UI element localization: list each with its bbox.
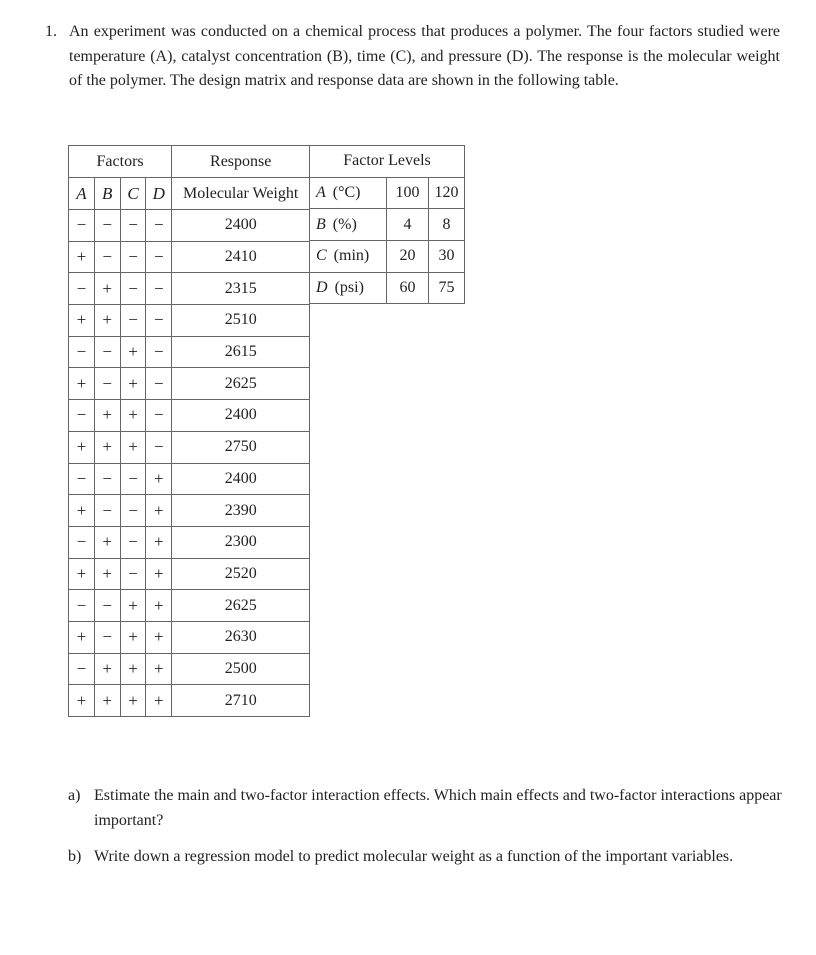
factor-sign-cell: +	[120, 621, 146, 653]
design-row	[69, 431, 310, 463]
factor-sign-cell: −	[94, 210, 120, 242]
response-cell: 2410	[172, 241, 310, 273]
design-row	[69, 653, 310, 685]
design-matrix-table	[68, 145, 310, 717]
factors-header: Factors	[69, 146, 172, 178]
factor-level-row	[310, 209, 465, 241]
factor-sign-cell: +	[69, 685, 95, 717]
response-cell: 2630	[172, 621, 310, 653]
factor-sign-cell: +	[146, 495, 172, 527]
factor-sign-cell: +	[94, 431, 120, 463]
factor-sign-cell: +	[69, 558, 95, 590]
response-cell: 2315	[172, 273, 310, 305]
factor-sign-cell: −	[146, 336, 172, 368]
design-row	[69, 210, 310, 242]
factor-sign-cell: −	[69, 400, 95, 432]
response-cell: 2500	[172, 653, 310, 685]
response-cell: 2625	[172, 368, 310, 400]
response-cell: 2625	[172, 590, 310, 622]
factor-sign-cell: +	[146, 526, 172, 558]
factor-sign-cell: −	[94, 241, 120, 273]
factor-sign-cell: +	[69, 305, 95, 337]
factor-sign-cell: +	[94, 305, 120, 337]
factor-sign-cell: −	[120, 241, 146, 273]
factor-levels-title: Factor Levels	[310, 146, 465, 178]
factor-sign-cell: −	[146, 210, 172, 242]
factor-sign-cell: −	[120, 463, 146, 495]
factor-sign-cell: −	[146, 400, 172, 432]
factor-sign-cell: −	[120, 273, 146, 305]
part-b-label: b)	[68, 848, 82, 865]
factor-level-row	[310, 241, 465, 273]
factor-col-c: C	[120, 178, 146, 210]
design-row	[69, 273, 310, 305]
factor-sign-cell: +	[69, 368, 95, 400]
problem-number: 1.	[45, 23, 57, 40]
factor-sign-cell: −	[94, 590, 120, 622]
part-a	[68, 784, 783, 833]
question-parts	[68, 784, 783, 882]
factor-level-name: A (°C)	[310, 177, 387, 209]
design-row	[69, 590, 310, 622]
part-a-text: Estimate the main and two-factor interaction effects. Which main effects and two-factor interactions appear important?	[94, 787, 782, 829]
part-b	[68, 845, 783, 870]
factor-sign-cell: −	[120, 210, 146, 242]
factor-level-row	[310, 272, 465, 304]
factor-sign-cell: +	[69, 241, 95, 273]
factor-levels-table	[309, 145, 465, 304]
factor-sign-cell: +	[120, 400, 146, 432]
design-row	[69, 526, 310, 558]
factor-sign-cell: −	[69, 463, 95, 495]
response-cell: 2615	[172, 336, 310, 368]
factor-sign-cell: −	[69, 273, 95, 305]
factor-sign-cell: +	[69, 431, 95, 463]
response-cell: 2710	[172, 685, 310, 717]
problem-text: An experiment was conducted on a chemical process that produces a polymer. The four factors studied were temperature (A), catalyst concentration (B), time (C), and pressure (D). The response is the molecular weight of the polymer. The design matrix and response data are shown in the following table.	[69, 23, 780, 89]
factor-sign-cell: +	[146, 558, 172, 590]
response-header: Response	[172, 146, 310, 178]
factor-sign-cell: +	[146, 685, 172, 717]
factor-sign-cell: −	[146, 431, 172, 463]
factor-level-name: C (min)	[310, 241, 387, 273]
design-row	[69, 495, 310, 527]
factor-level-high: 120	[429, 177, 465, 209]
factor-level-row	[310, 177, 465, 209]
factor-sign-cell: −	[69, 526, 95, 558]
response-cell: 2400	[172, 463, 310, 495]
part-a-label: a)	[68, 787, 81, 804]
factor-sign-cell: +	[146, 463, 172, 495]
factor-sign-cell: +	[69, 621, 95, 653]
response-col-header: Molecular Weight	[172, 178, 310, 210]
factor-level-high: 30	[429, 241, 465, 273]
factor-level-low: 4	[387, 209, 429, 241]
factor-sign-cell: −	[94, 495, 120, 527]
factor-sign-cell: +	[120, 368, 146, 400]
factor-sign-cell: +	[120, 590, 146, 622]
response-cell: 2400	[172, 210, 310, 242]
factor-sign-cell: −	[69, 210, 95, 242]
factor-sign-cell: −	[120, 526, 146, 558]
response-cell: 2300	[172, 526, 310, 558]
levels-header-row	[310, 146, 465, 178]
design-row	[69, 558, 310, 590]
factor-col-d: D	[146, 178, 172, 210]
factor-sign-cell: −	[94, 621, 120, 653]
factor-sign-cell: −	[146, 241, 172, 273]
problem-statement	[45, 20, 780, 94]
factor-level-name: D (psi)	[310, 272, 387, 304]
factor-level-low: 20	[387, 241, 429, 273]
design-row	[69, 400, 310, 432]
design-row	[69, 685, 310, 717]
factor-sign-cell: −	[69, 336, 95, 368]
factor-level-name: B (%)	[310, 209, 387, 241]
factor-sign-cell: −	[120, 495, 146, 527]
factor-sign-cell: +	[120, 653, 146, 685]
design-subheader-row	[69, 178, 310, 210]
factor-sign-cell: −	[146, 368, 172, 400]
factor-sign-cell: +	[146, 621, 172, 653]
factor-sign-cell: −	[69, 590, 95, 622]
factor-sign-cell: −	[120, 305, 146, 337]
factor-sign-cell: +	[94, 653, 120, 685]
factor-sign-cell: −	[146, 273, 172, 305]
factor-sign-cell: +	[120, 431, 146, 463]
response-cell: 2510	[172, 305, 310, 337]
factor-col-a: A	[69, 178, 95, 210]
factor-sign-cell: +	[94, 558, 120, 590]
factor-sign-cell: +	[146, 590, 172, 622]
design-row	[69, 463, 310, 495]
factor-sign-cell: +	[94, 273, 120, 305]
factor-level-low: 60	[387, 272, 429, 304]
factor-sign-cell: +	[69, 495, 95, 527]
factor-sign-cell: −	[69, 653, 95, 685]
design-row	[69, 305, 310, 337]
factor-level-high: 8	[429, 209, 465, 241]
design-header-row	[69, 146, 310, 178]
factor-sign-cell: +	[120, 685, 146, 717]
factor-sign-cell: +	[94, 526, 120, 558]
design-row	[69, 621, 310, 653]
factor-sign-cell: +	[120, 336, 146, 368]
part-b-text: Write down a regression model to predict molecular weight as a function of the important variables.	[94, 848, 734, 865]
factor-sign-cell: +	[94, 685, 120, 717]
factor-sign-cell: −	[94, 463, 120, 495]
response-cell: 2400	[172, 400, 310, 432]
factor-level-high: 75	[429, 272, 465, 304]
factor-sign-cell: −	[120, 558, 146, 590]
factor-sign-cell: +	[146, 653, 172, 685]
factor-sign-cell: −	[94, 336, 120, 368]
response-cell: 2520	[172, 558, 310, 590]
response-cell: 2390	[172, 495, 310, 527]
factor-sign-cell: +	[94, 400, 120, 432]
factor-sign-cell: −	[94, 368, 120, 400]
design-row	[69, 336, 310, 368]
design-row	[69, 241, 310, 273]
factor-col-b: B	[94, 178, 120, 210]
factor-sign-cell: −	[146, 305, 172, 337]
factor-level-low: 100	[387, 177, 429, 209]
response-cell: 2750	[172, 431, 310, 463]
design-row	[69, 368, 310, 400]
